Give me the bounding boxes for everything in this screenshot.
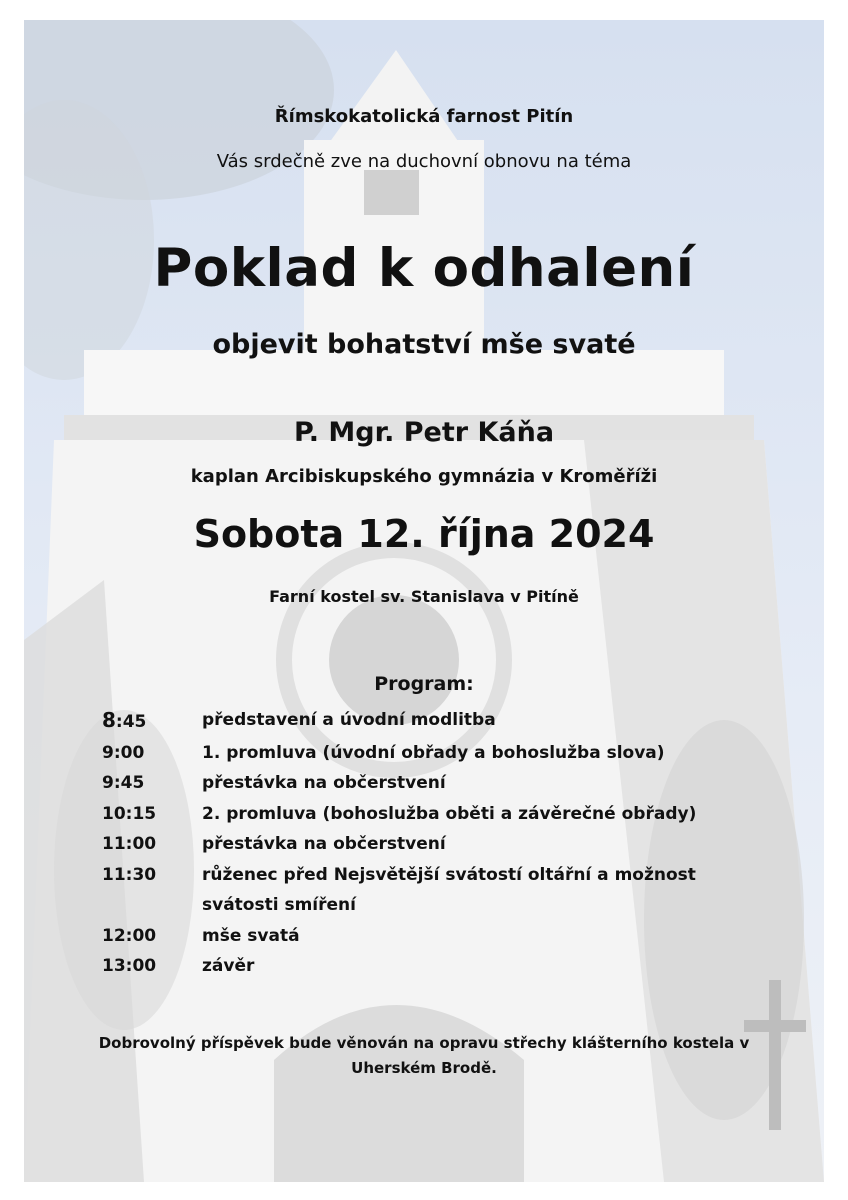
- schedule-description: růženec před Nejsvětější svátostí oltářní a možnost: [202, 864, 696, 885]
- schedule-time: 9:00: [102, 742, 145, 763]
- schedule-description: přestávka na občerstvení: [202, 773, 446, 793]
- schedule-description: přestávka na občerstvení: [202, 834, 446, 854]
- schedule-row: [102, 829, 762, 860]
- parish-name: Římskokatolická farnost Pitín: [274, 106, 574, 127]
- schedule-time: [102, 890, 202, 921]
- schedule-row: [102, 860, 762, 891]
- donation-note-line: Uherském Brodě.: [351, 1059, 497, 1077]
- schedule-time-hour: 8: [102, 708, 116, 732]
- schedule-description: 1. promluva (úvodní obřady a bohoslužba slova): [202, 742, 665, 763]
- schedule-row: [102, 768, 762, 799]
- schedule-time: 9:45: [102, 773, 145, 793]
- donation-note: [94, 1031, 754, 1081]
- schedule-time: 10:15: [102, 803, 157, 824]
- speaker-name: P. Mgr. Petr Káňa: [293, 417, 555, 448]
- schedule-description: závěr: [202, 956, 255, 976]
- schedule-time: 11:00: [102, 834, 157, 854]
- program-schedule: [102, 705, 762, 982]
- schedule-row: [102, 921, 762, 952]
- venue: Farní kostel sv. Stanislava v Pitíně: [269, 587, 579, 606]
- schedule-row: [102, 738, 762, 769]
- schedule-time: 13:00: [102, 956, 157, 976]
- schedule-time: 12:00: [102, 925, 157, 946]
- invitation-text: Vás srdečně zve na duchovní obnovu na téma: [216, 151, 632, 172]
- program-heading: Program:: [374, 673, 474, 695]
- page-title: Poklad k odhalení: [153, 238, 695, 299]
- schedule-time: 11:30: [102, 864, 157, 885]
- subtitle: objevit bohatství mše svaté: [212, 329, 636, 360]
- schedule-time-minutes: :45: [115, 712, 147, 732]
- schedule-row: [102, 705, 762, 738]
- schedule-row: [102, 799, 762, 830]
- schedule-description: představení a úvodní modlitba: [202, 710, 496, 730]
- speaker-role: kaplan Arcibiskupského gymnázia v Kroměříži: [190, 466, 658, 487]
- event-date: Sobota 12. října 2024: [193, 512, 655, 556]
- schedule-description: 2. promluva (bohoslužba oběti a závěrečné obřady): [202, 803, 697, 824]
- schedule-time: [102, 705, 202, 738]
- schedule-row: [102, 890, 762, 921]
- schedule-description: mše svatá: [202, 925, 300, 946]
- schedule-row: [102, 951, 762, 982]
- schedule-description: svátosti smíření: [202, 895, 356, 915]
- donation-note-line: Dobrovolný příspěvek bude věnován na opravu střechy klášterního kostela v: [98, 1034, 750, 1052]
